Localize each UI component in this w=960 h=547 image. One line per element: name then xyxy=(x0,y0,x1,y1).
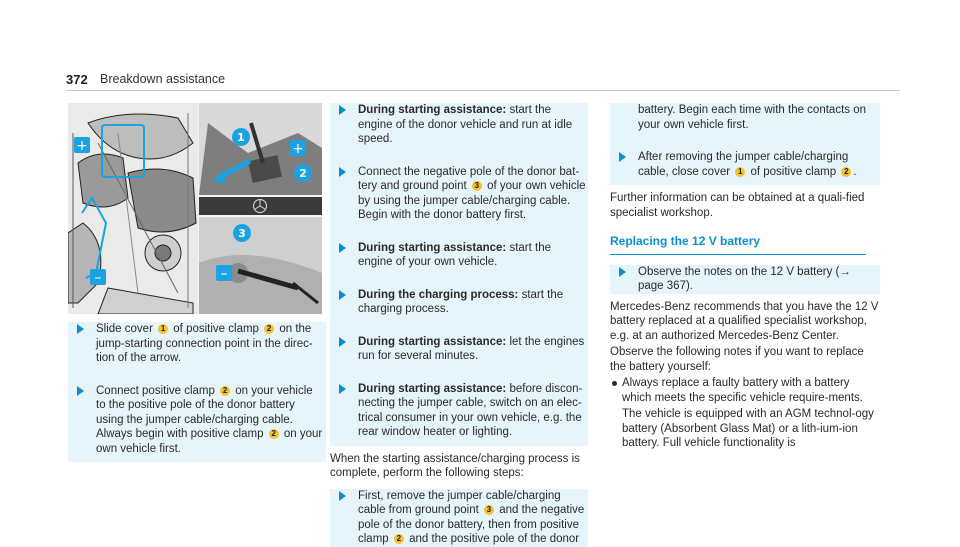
step-arrow-icon xyxy=(339,491,346,501)
battery-figure xyxy=(68,103,322,314)
step-start-donor: During starting assistance: start the engine of the donor vehicle and run at idle speed. xyxy=(330,103,588,153)
badge-num: 3 xyxy=(238,227,246,240)
step-continued: battery. Begin each time with the contacts on your own vehicle first. xyxy=(610,103,880,138)
battery-compartment-illustration xyxy=(68,103,322,314)
step-arrow-icon xyxy=(619,152,626,162)
step-text: Slide cover 1 of positive clamp 2 on the jump-starting connection point in the direc-tion of the arrow. xyxy=(96,323,313,364)
step-arrow-icon xyxy=(339,337,346,347)
step-start-own: During starting assistance: start the engine of your own vehicle. xyxy=(330,241,588,276)
paragraph-further-info: Further information can be obtained at a quali-fied specialist workshop. xyxy=(610,192,865,219)
badge-text: – xyxy=(94,270,102,286)
badge-num: 2 xyxy=(299,167,307,180)
bullet-item: Always replace a faulty battery with a battery which meets the specific vehicle require-ments. The vehicle is equipped with an AGM technol-ogy battery (Absorbent Glass Mat) or a lith-ium-ion battery. Full vehicle functionality is xyxy=(610,376,880,451)
header-rule xyxy=(66,90,900,91)
step-arrow-icon xyxy=(77,324,84,334)
step-remove-cable: First, remove the jumper cable/charging cable from ground point 3 and the negative pole of the donor battery, then from positive clamp 2 and the positive pole of the donor xyxy=(330,489,588,547)
page-number: 372 xyxy=(66,72,88,87)
step-observe-notes: Observe the notes on the 12 V battery (→ page 367). xyxy=(610,265,880,294)
step-arrow-icon xyxy=(339,243,346,253)
badge-num: 1 xyxy=(237,131,245,144)
step-charging: During the charging process: start the charging process. xyxy=(330,288,588,323)
callout-1: 1 xyxy=(158,324,168,334)
step-connect-negative: Connect the negative pole of the donor bat-tery and ground point 3 of your own vehicle by using the jumper cable/charging cable. Begin with the donor battery first. xyxy=(330,165,588,229)
paragraph-recommendation: Mercedes-Benz recommends that you have the 12 V battery replaced at a qualified specialist workshop, e.g. at an authorized Mercedes-Benz Center. xyxy=(610,300,879,342)
plus-badge-right xyxy=(290,140,306,157)
callout-2: 2 xyxy=(394,534,404,544)
bullet-subparagraph: The vehicle is equipped with an AGM technol-ogy battery (Absorbent Glass Mat) or a lith-ium-ion battery. Full vehicle functionality is xyxy=(622,408,874,449)
step-arrow-icon xyxy=(77,386,84,396)
section-title: Breakdown assistance xyxy=(100,72,226,86)
callout-3: 3 xyxy=(484,505,494,515)
step-slide-cover xyxy=(68,322,326,372)
callout-2: 2 xyxy=(269,429,279,439)
paragraph-observe: Observe the following notes if you want to replace the battery yourself: xyxy=(610,346,864,373)
battery-compartment-photo xyxy=(68,103,198,314)
minus-badge-left xyxy=(90,269,106,286)
step-arrow-icon xyxy=(339,167,346,177)
callout-2: 2 xyxy=(220,386,230,396)
step-connect-positive xyxy=(68,384,326,463)
column-2 xyxy=(330,103,588,547)
column-3 xyxy=(610,103,880,451)
step-electrical-consumer: During starting assistance: before discon-necting the jumper cable, switch on an elec-trical consumer in your own vehicle, e.g. the rear window heater or lighting. xyxy=(330,382,588,446)
svg-text:–: – xyxy=(220,266,228,282)
step-arrow-icon xyxy=(339,105,346,115)
plus-badge-left xyxy=(74,137,90,154)
step-arrow-icon xyxy=(339,384,346,394)
step-arrow-icon xyxy=(339,290,346,300)
step-arrow-icon xyxy=(619,267,626,277)
minus-badge-right xyxy=(216,265,232,282)
svg-text:+: + xyxy=(292,141,304,157)
column-1 xyxy=(68,322,326,462)
callout-1: 1 xyxy=(735,167,745,177)
step-text: Connect positive clamp 2 on your vehicle to the positive pole of the donor battery using the jumper cable/charging cable. Always begin with positive clamp 2 on your own vehicle first. xyxy=(96,384,323,455)
callout-2: 2 xyxy=(841,167,851,177)
step-close-cover: After removing the jumper cable/charging cable, close cover 1 of positive clamp 2 . xyxy=(610,150,880,185)
badge-text: + xyxy=(76,138,88,154)
callout-3: 3 xyxy=(472,181,482,191)
callout-2: 2 xyxy=(264,324,274,334)
bullet-dot-icon xyxy=(612,381,617,386)
step-run-engines: During starting assistance: let the engines run for several minutes. xyxy=(330,335,588,370)
section-heading-replacing-battery: Replacing the 12 V battery xyxy=(610,234,866,255)
paragraph-after-assist: When the starting assistance/charging process is complete, perform the following steps: xyxy=(330,452,580,479)
